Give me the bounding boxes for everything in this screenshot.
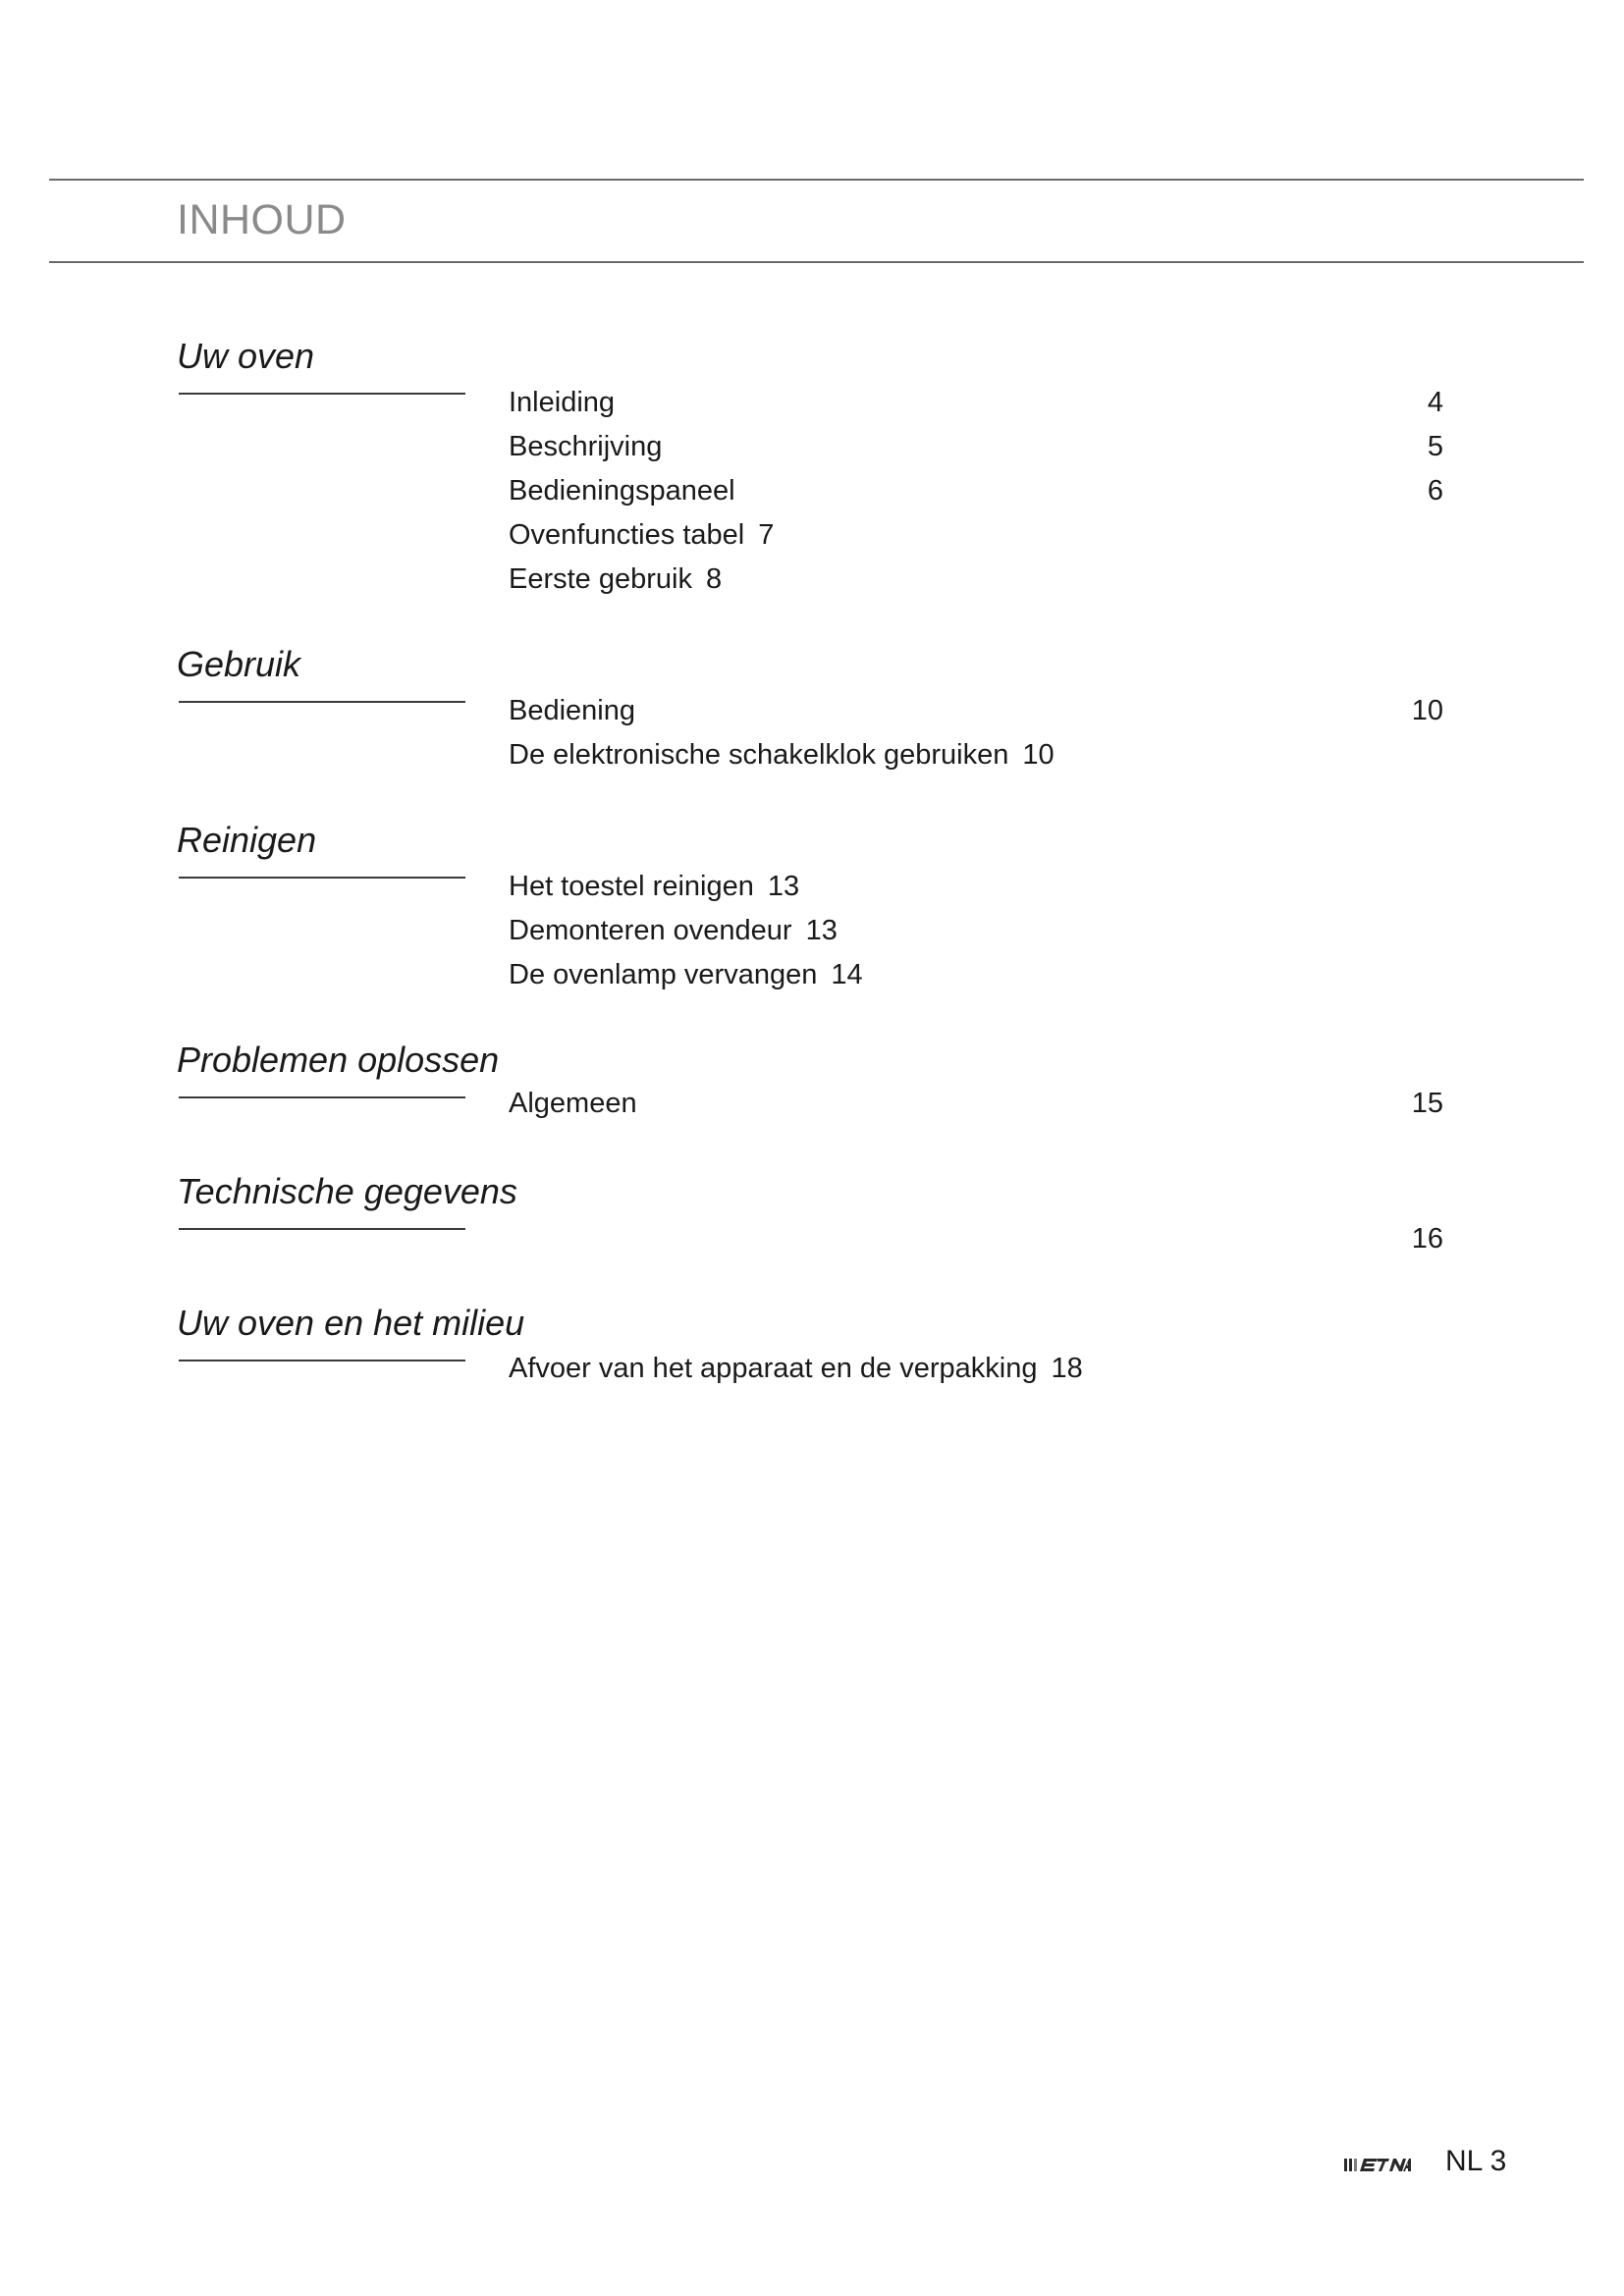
header-bottom-rule bbox=[49, 261, 1584, 263]
toc-entry-inleiding[interactable] bbox=[509, 386, 615, 419]
toc-page-number: 13 bbox=[767, 871, 800, 902]
toc-entry-schakelklok[interactable] bbox=[509, 738, 1055, 772]
toc-page-number: 10 bbox=[1411, 695, 1443, 726]
page-number-label: NL 3 bbox=[1445, 2145, 1507, 2177]
toc-page-number: 4 bbox=[1427, 387, 1443, 418]
toc-entry-algemeen[interactable] bbox=[509, 1087, 637, 1120]
toc-entry-label: Eerste gebruik bbox=[509, 563, 692, 595]
toc-entry-bediening[interactable] bbox=[509, 694, 635, 727]
section-title-uw-oven-en-het-milieu: Uw oven en het milieu bbox=[177, 1303, 525, 1343]
toc-entry-label: Demonteren ovendeur bbox=[509, 915, 792, 946]
toc-entry-ovenfuncties-tabel[interactable] bbox=[509, 518, 774, 552]
header-top-rule bbox=[49, 179, 1584, 181]
toc-page-number: 10 bbox=[1022, 739, 1055, 771]
section-underline bbox=[179, 1228, 465, 1230]
section-title-reinigen: Reinigen bbox=[177, 820, 317, 860]
section-title-problemen-oplossen: Problemen oplossen bbox=[177, 1040, 500, 1080]
toc-entry-eerste-gebruik[interactable] bbox=[509, 562, 722, 596]
section-title-uw-oven: Uw oven bbox=[177, 336, 315, 376]
page-title: INHOUD bbox=[177, 196, 347, 243]
section-underline bbox=[179, 701, 465, 703]
toc-page-number: 18 bbox=[1051, 1353, 1083, 1384]
toc-entry-label: Ovenfuncties tabel bbox=[509, 519, 745, 551]
etna-logo bbox=[1344, 2153, 1411, 2176]
toc-page-number: 8 bbox=[706, 563, 723, 595]
section-underline bbox=[179, 1360, 465, 1362]
section-underline bbox=[179, 393, 465, 395]
section-underline bbox=[179, 877, 465, 879]
toc-page-number: 15 bbox=[1411, 1088, 1443, 1119]
toc-entry-label: De ovenlamp vervangen bbox=[509, 959, 818, 990]
section-underline bbox=[179, 1096, 465, 1098]
section-title-gebruik: Gebruik bbox=[177, 644, 301, 684]
toc-page-number: 13 bbox=[805, 915, 838, 946]
toc-entry-label: Afvoer van het apparaat en de verpakking bbox=[509, 1353, 1038, 1384]
toc-page-number: 7 bbox=[758, 519, 775, 551]
toc-entry-beschrijving[interactable] bbox=[509, 430, 662, 463]
toc-page-number: 14 bbox=[831, 959, 863, 990]
toc-entry-label: Inleiding bbox=[509, 387, 616, 418]
toc-entry-label: Algemeen bbox=[509, 1088, 637, 1119]
toc-entry-label: De elektronische schakelklok gebruiken bbox=[509, 739, 1009, 771]
toc-entry-bedieningspaneel[interactable] bbox=[509, 474, 735, 507]
toc-page-number: 6 bbox=[1427, 475, 1443, 507]
toc-entry-ovenlamp-vervangen[interactable] bbox=[509, 958, 863, 991]
toc-entry-demonteren-ovendeur[interactable] bbox=[509, 914, 838, 947]
toc-entry-afvoer[interactable] bbox=[509, 1352, 1083, 1385]
section-title-technische-gegevens: Technische gegevens bbox=[177, 1171, 517, 1211]
toc-entry-toestel-reinigen[interactable] bbox=[509, 870, 799, 903]
toc-page-number: 5 bbox=[1427, 431, 1443, 462]
toc-entry-label: Bedieningspaneel bbox=[509, 475, 735, 507]
toc-entry-label: Bediening bbox=[509, 695, 635, 726]
toc-entry-label: Het toestel reinigen bbox=[509, 871, 754, 902]
toc-entry-label: Beschrijving bbox=[509, 431, 663, 462]
toc-page-number[interactable]: 16 bbox=[1411, 1223, 1443, 1255]
